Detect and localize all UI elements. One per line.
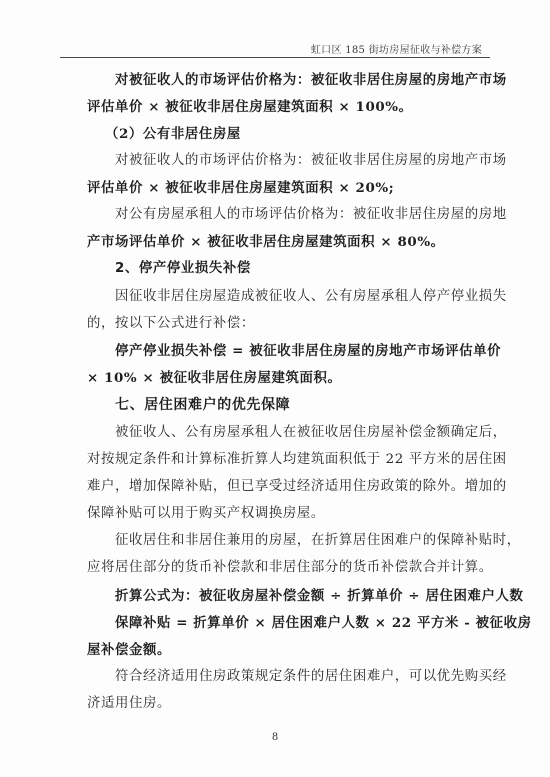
text-line: 对被征收人的市场评估价格为：被征收非居住房屋的房地产市场 [115,72,507,88]
text-line: 产市场评估单价 × 被征收非居住房屋建筑面积 × 80%。 [87,234,445,250]
section-subheading: （2）公有非居住房屋 [105,126,241,142]
text-line: 被征收人、公有房屋承租人在被征收居住房屋补偿金额确定后， [115,425,507,440]
formula-line: 折算公式为：被征收房屋补偿金额 ÷ 折算单价 ÷ 居住困难户人数 [115,588,524,604]
page-number: 8 [271,732,279,743]
text-line: 对公有房屋承租人的市场评估价格为：被征收非居住房屋的房地 [115,207,507,222]
header-rule [60,57,490,58]
text-line: 保障补贴可以用于购买产权调换房屋。 [87,506,325,521]
text-line: 的，按以下公式进行补偿： [87,316,255,331]
text-line: 应将居住部分的货币补偿款和非居住部分的货币补偿款合并计算。 [87,560,493,575]
running-header: 虹口区 185 街坊房屋征收与补偿方案 [310,45,482,56]
text-line: 符合经济适用住房政策规定条件的居住困难户，可以优先购买经 [115,669,507,684]
formula-line: 屋补偿金额。 [87,642,171,658]
text-line: 对被征收人的市场评估价格为：被征收非居住房屋的房地产市场 [115,153,507,168]
text-line: 征收居住和非居住兼用的房屋，在折算居住困难户的保障补贴时， [115,533,521,548]
text-line: 难户，增加保障补贴，但已享受过经济适用住房政策的除外。增加的 [87,479,507,494]
text-line: 济适用住房。 [87,696,171,711]
section-subheading: 2、停产停业损失补偿 [115,261,251,276]
formula-line: 保障补贴 = 折算单价 × 居住困难户人数 × 22 平方米 - 被征收房 [115,615,532,631]
text-line: 评估单价 × 被征收非居住房屋建筑面积 × 20%; [87,180,395,196]
section-heading: 七、居住困难户的优先保障 [115,397,291,413]
formula-line: × 10% × 被征收非居住房屋建筑面积。 [87,370,342,386]
text-line: 对按规定条件和计算标准折算人均建筑面积低于 22 平方米的居住困 [87,452,507,467]
text-line: 评估单价 × 被征收非居住房屋建筑面积 × 100%。 [87,99,413,115]
text-line: 因征收非居住房屋造成被征收人、公有房屋承租人停产停业损失 [115,289,507,304]
formula-line: 停产停业损失补偿 = 被征收非居住房屋的房地产市场评估单价 [115,343,502,359]
